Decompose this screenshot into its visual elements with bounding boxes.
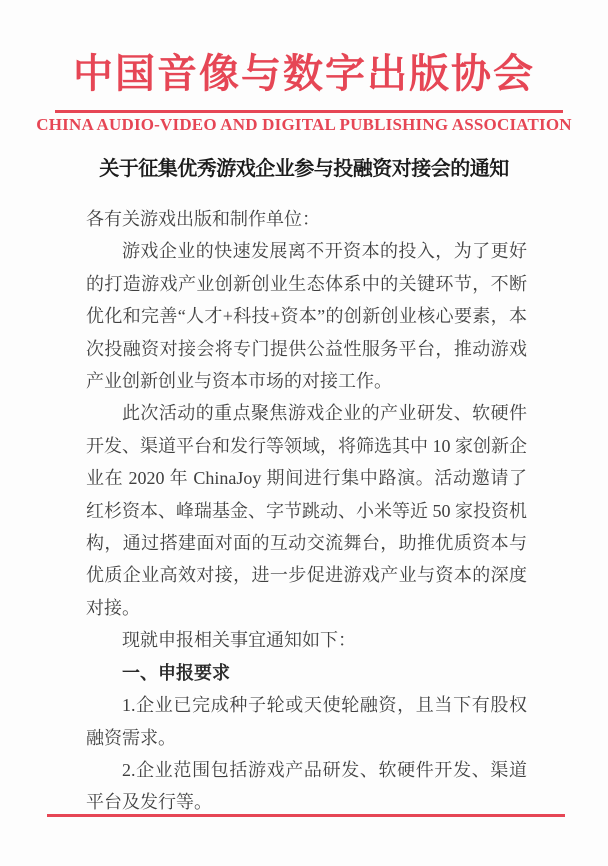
paragraph-activity: 此次活动的重点聚焦游戏企业的产业研发、软硬件开发、渠道平台和发行等领域，将筛选其中 10 家创新企业在 2020 年 ChinaJoy 期间进行集中路演。活动邀请了红杉资本、峰瑞基金、字节跳动、小米等近 50 家投资机构，通过搭建面对面的互动交流舞台，助推优质资本与优质企业高效对接，进一步促进游戏产业与资本的深度对接。 (86, 403, 527, 618)
document-body (86, 203, 527, 819)
letterhead-divider (55, 110, 563, 113)
paragraph-lead-in: 现就申报相关事宜通知如下： (122, 630, 356, 651)
document-title: 关于征集优秀游戏企业参与投融资对接会的通知 (99, 158, 509, 180)
salutation: 各有关游戏出版和制作单位： (86, 209, 320, 229)
requirement-item-1: 1.企业已完成种子轮或天使轮融资，且当下有股权融资需求。 (86, 695, 527, 748)
org-name-english: CHINA AUDIO-VIDEO AND DIGITAL PUBLISHING ASSOCIATION (36, 115, 572, 134)
org-name-chinese: 中国音像与数字出版协会 (73, 51, 535, 96)
footer-divider (47, 814, 565, 817)
requirement-item-2: 2.企业范围包括游戏产品研发、软硬件开发、渠道平台及发行等。 (86, 759, 527, 813)
section-heading-requirements: 一、申报要求 (122, 662, 230, 683)
paragraph-intro: 游戏企业的快速发展离不开资本的投入，为了更好的打造游戏产业创新创业生态体系中的关键环节，不断优化和完善“人才+科技+资本”的创新创业核心要素，本次投融资对接会将专门提供公益性服务平台，推动游戏产业创新创业与资本市场的对接工作。 (86, 241, 527, 392)
